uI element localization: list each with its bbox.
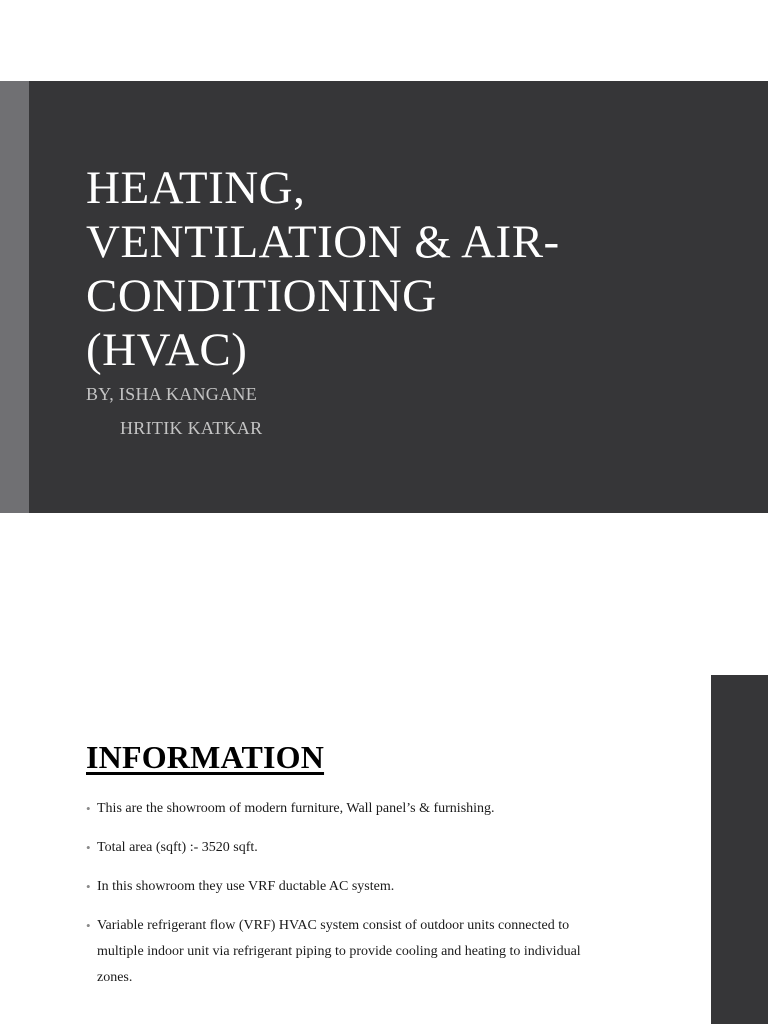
author-line: HRITIK KATKAR — [120, 418, 263, 438]
title-line: VENTILATION & AIR- — [86, 216, 560, 268]
title-line: (HVAC) — [86, 324, 248, 376]
title-line: CONDITIONING — [86, 270, 437, 322]
bullet-item — [86, 835, 606, 861]
section-heading: INFORMATION — [86, 739, 325, 775]
bullet-list — [86, 796, 606, 1004]
accent-bar — [0, 81, 29, 513]
title-line: HEATING, — [86, 162, 306, 214]
author-line: BY, ISHA KANGANE — [86, 384, 257, 404]
side-decor-bar — [711, 675, 768, 1024]
title-slide — [0, 81, 768, 513]
bullet-text: Total area (sqft) :- 3520 sqft. — [97, 840, 258, 855]
bullet-icon: • — [86, 801, 91, 816]
bullet-text: In this showroom they use VRF ductable AC system. — [97, 879, 395, 894]
bullet-item — [86, 874, 606, 900]
bullet-icon: • — [86, 840, 91, 855]
bullet-text: This are the showroom of modern furniture, Wall panel’s & furnishing. — [97, 801, 495, 816]
bullet-icon: • — [86, 918, 91, 933]
bullet-item — [86, 913, 606, 991]
bullet-text: Variable refrigerant flow (VRF) HVAC system consist of outdoor units connected to multiple indoor unit via refrigerant piping to provide cooling and heating to individual zones. — [97, 918, 581, 985]
slide-title — [86, 161, 686, 377]
bullet-icon: • — [86, 879, 91, 894]
bullet-item — [86, 796, 606, 822]
